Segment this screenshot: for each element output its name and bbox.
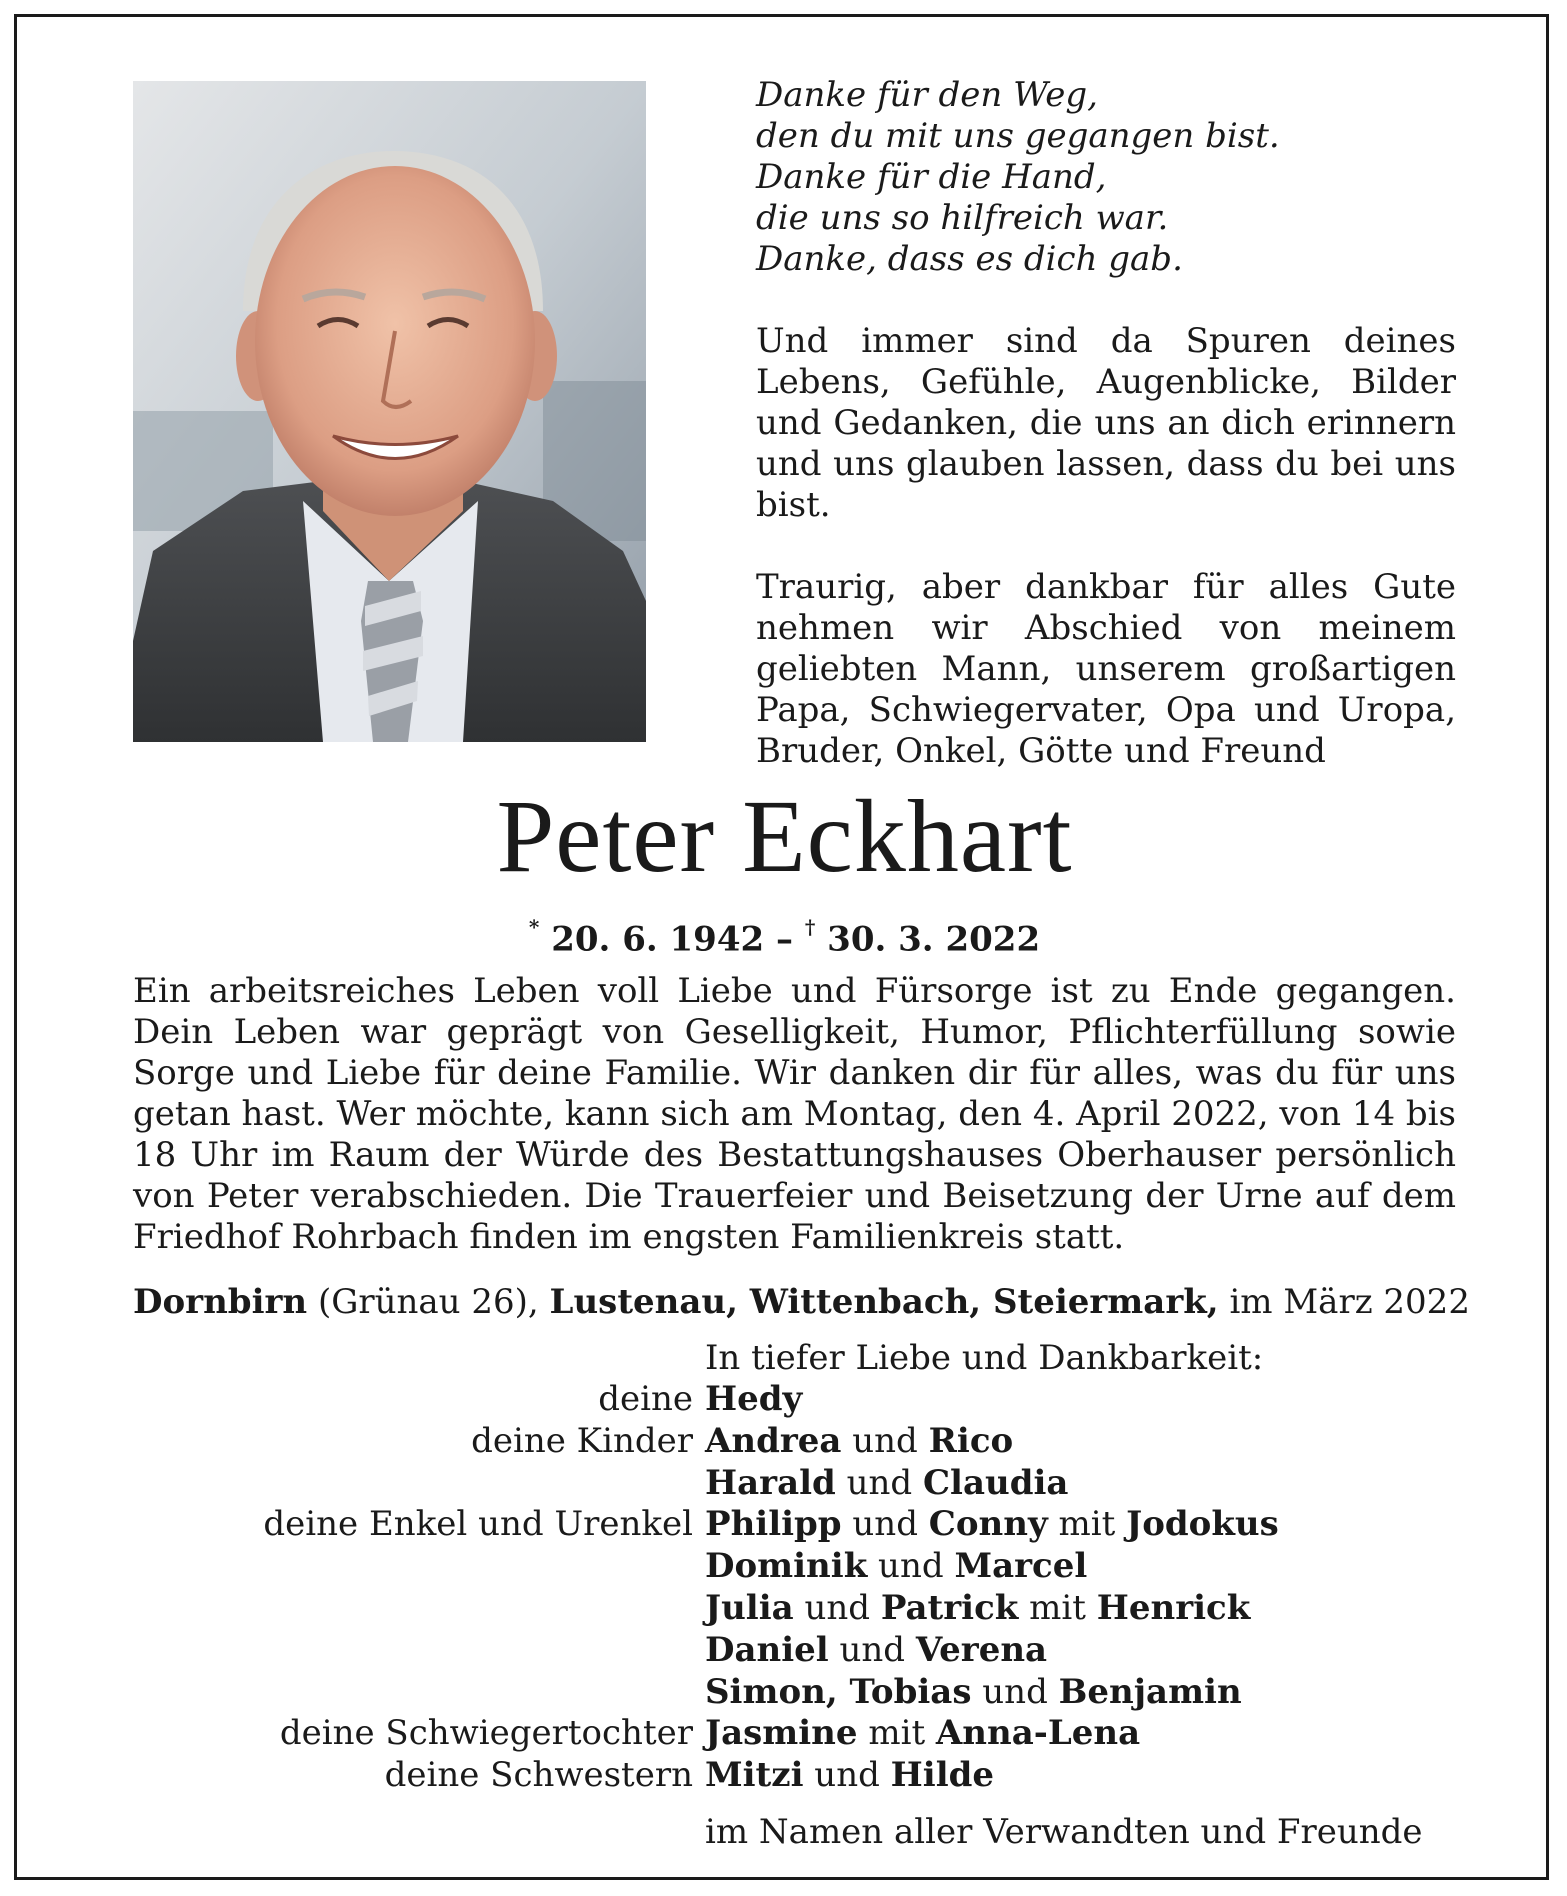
name-connector: und [835, 1462, 923, 1503]
obituary-text: Ein arbeitsreiches Leben voll Liebe und Fürsorge ist zu Ende gegangen. Dein Leben war geprägt von Geselligkeit, Humor, Pflichterfüllung sowie Sorge und Liebe für deine Familie. Wir danken dir für alles, was du für uns getan hast. Wer möchte, kann sich am Montag, den 4. April 2022, von 14 bis 18 Uhr im Raum der Würde des Bestattungshauses Oberhauser persönlich von Peter verabschieden. Die Trauerfeier und Beisetzung der Urne auf dem Friedhof Rohrbach finden im engsten Familienkreis statt. [133, 971, 1456, 1257]
family-names [705, 1379, 802, 1421]
family-names [705, 1713, 1140, 1755]
family-names [705, 1630, 1047, 1672]
family-member-name: Andrea [705, 1420, 842, 1461]
verse-line: den du mit uns gegangen bist. [756, 116, 1280, 156]
name-connector: mit [857, 1713, 936, 1754]
family-row [133, 1588, 1493, 1630]
family-member-name: Conny [928, 1504, 1048, 1545]
final-line: im Namen aller Verwandten und Freunde [705, 1812, 1423, 1852]
family-relation-label: deine Schwestern [384, 1755, 693, 1796]
family-row [133, 1755, 1493, 1797]
family-member-name: Hilde [890, 1755, 995, 1796]
place-others: Lustenau, Wittenbach, Steiermark, [549, 1282, 1219, 1322]
family-names [705, 1504, 1279, 1546]
family-names [705, 1421, 1013, 1463]
family-member-name: Anna-Lena [935, 1713, 1141, 1754]
family-relation-label [133, 1630, 705, 1672]
family-row [133, 1672, 1493, 1714]
poem-verse [756, 75, 1456, 280]
place-date-line [133, 1280, 1470, 1324]
family-member-name: Daniel [705, 1629, 829, 1670]
family-row [133, 1463, 1493, 1505]
family-relation-label [133, 1463, 705, 1505]
family-relation-label: deine [598, 1379, 693, 1419]
death-symbol: † [804, 915, 816, 939]
family-row [133, 1713, 1493, 1755]
deceased-name: Peter Eckhart [496, 779, 1073, 894]
family-member-name: Patrick [880, 1587, 1019, 1628]
verse-line: die uns so hilfreich war. [756, 198, 1169, 238]
death-date: 30. 3. 2022 [827, 919, 1041, 960]
name-connector: und [793, 1587, 881, 1628]
family-member-name: Dominik [705, 1546, 868, 1587]
family-member-name: Marcel [954, 1546, 1088, 1587]
name-connector: und [867, 1546, 955, 1587]
family-member-name: Jasmine [705, 1713, 858, 1754]
family-member-name: Mitzi [705, 1755, 804, 1796]
family-member-name: Harald [705, 1462, 836, 1503]
family-member-name: Rico [928, 1420, 1014, 1461]
verse-line: Danke für den Weg, [756, 75, 1098, 115]
family-row [133, 1379, 1493, 1421]
family-row [133, 1546, 1493, 1588]
family-row [133, 1504, 1493, 1546]
date-dash: – [776, 919, 793, 960]
family-names [705, 1463, 1068, 1505]
family-member-name: Julia [705, 1587, 794, 1628]
family-relation-label: deine Schwiegertochter [279, 1713, 693, 1754]
verse-line: Danke für die Hand, [756, 157, 1107, 197]
family-member-name: Henrick [1096, 1587, 1251, 1628]
family-member-name: Jodokus [1126, 1504, 1279, 1545]
portrait-photo [133, 81, 646, 742]
closing-phrase: In tiefer Liebe und Dankbarkeit: [705, 1338, 1264, 1378]
family-member-name: Benjamin [1058, 1671, 1242, 1712]
name-connector: mit [1018, 1587, 1097, 1628]
family-relation-label [133, 1672, 705, 1714]
family-names [705, 1755, 994, 1797]
birth-symbol: * [528, 915, 540, 939]
memory-paragraph: Und immer sind da Spuren deines Lebens, Gefühle, Augenblicke, Bilder und Gedanken, die uns an dich erinnern und uns glauben lassen, dass du bei uns bist. [756, 321, 1456, 525]
family-member-name: Claudia [922, 1462, 1069, 1503]
family-list [133, 1379, 1493, 1797]
birth-date: 20. 6. 1942 [551, 919, 765, 960]
obituary-page [14, 14, 1549, 1880]
family-names [705, 1546, 1087, 1588]
family-member-name: Philipp [705, 1504, 842, 1545]
name-connector: und [841, 1504, 929, 1545]
verse-line: Danke, dass es dich gab. [756, 239, 1183, 279]
name-connector: und [841, 1420, 929, 1461]
family-relation-label [133, 1546, 705, 1588]
place-date: im März 2022 [1229, 1282, 1470, 1322]
name-connector: und [803, 1755, 891, 1796]
poem-column [756, 75, 1456, 772]
name-connector: und [971, 1671, 1059, 1712]
name-connector: und [828, 1629, 916, 1670]
family-member-name: Simon, Tobias [705, 1671, 972, 1712]
life-dates [17, 909, 1552, 961]
family-member-name: Hedy [705, 1379, 803, 1419]
farewell-paragraph: Traurig, aber dankbar für alles Gute nehmen wir Abschied von meinem geliebten Mann, unserem großartigen Papa, Schwiegervater, Opa und Uropa, Bruder, Onkel, Götte und Freund [756, 567, 1456, 771]
place-town: Dornbirn [133, 1282, 308, 1322]
place-address: (Grünau 26), [317, 1282, 539, 1322]
name-connector: mit [1047, 1504, 1127, 1545]
family-row [133, 1421, 1493, 1463]
family-names [705, 1588, 1250, 1630]
family-relation-label [133, 1588, 705, 1630]
family-relation-label: deine Kinder [471, 1420, 693, 1461]
family-member-name: Verena [915, 1629, 1048, 1670]
family-names [705, 1672, 1242, 1714]
portrait-illustration [133, 81, 646, 742]
family-row [133, 1630, 1493, 1672]
family-relation-label: deine Enkel und Urenkel [263, 1504, 693, 1545]
